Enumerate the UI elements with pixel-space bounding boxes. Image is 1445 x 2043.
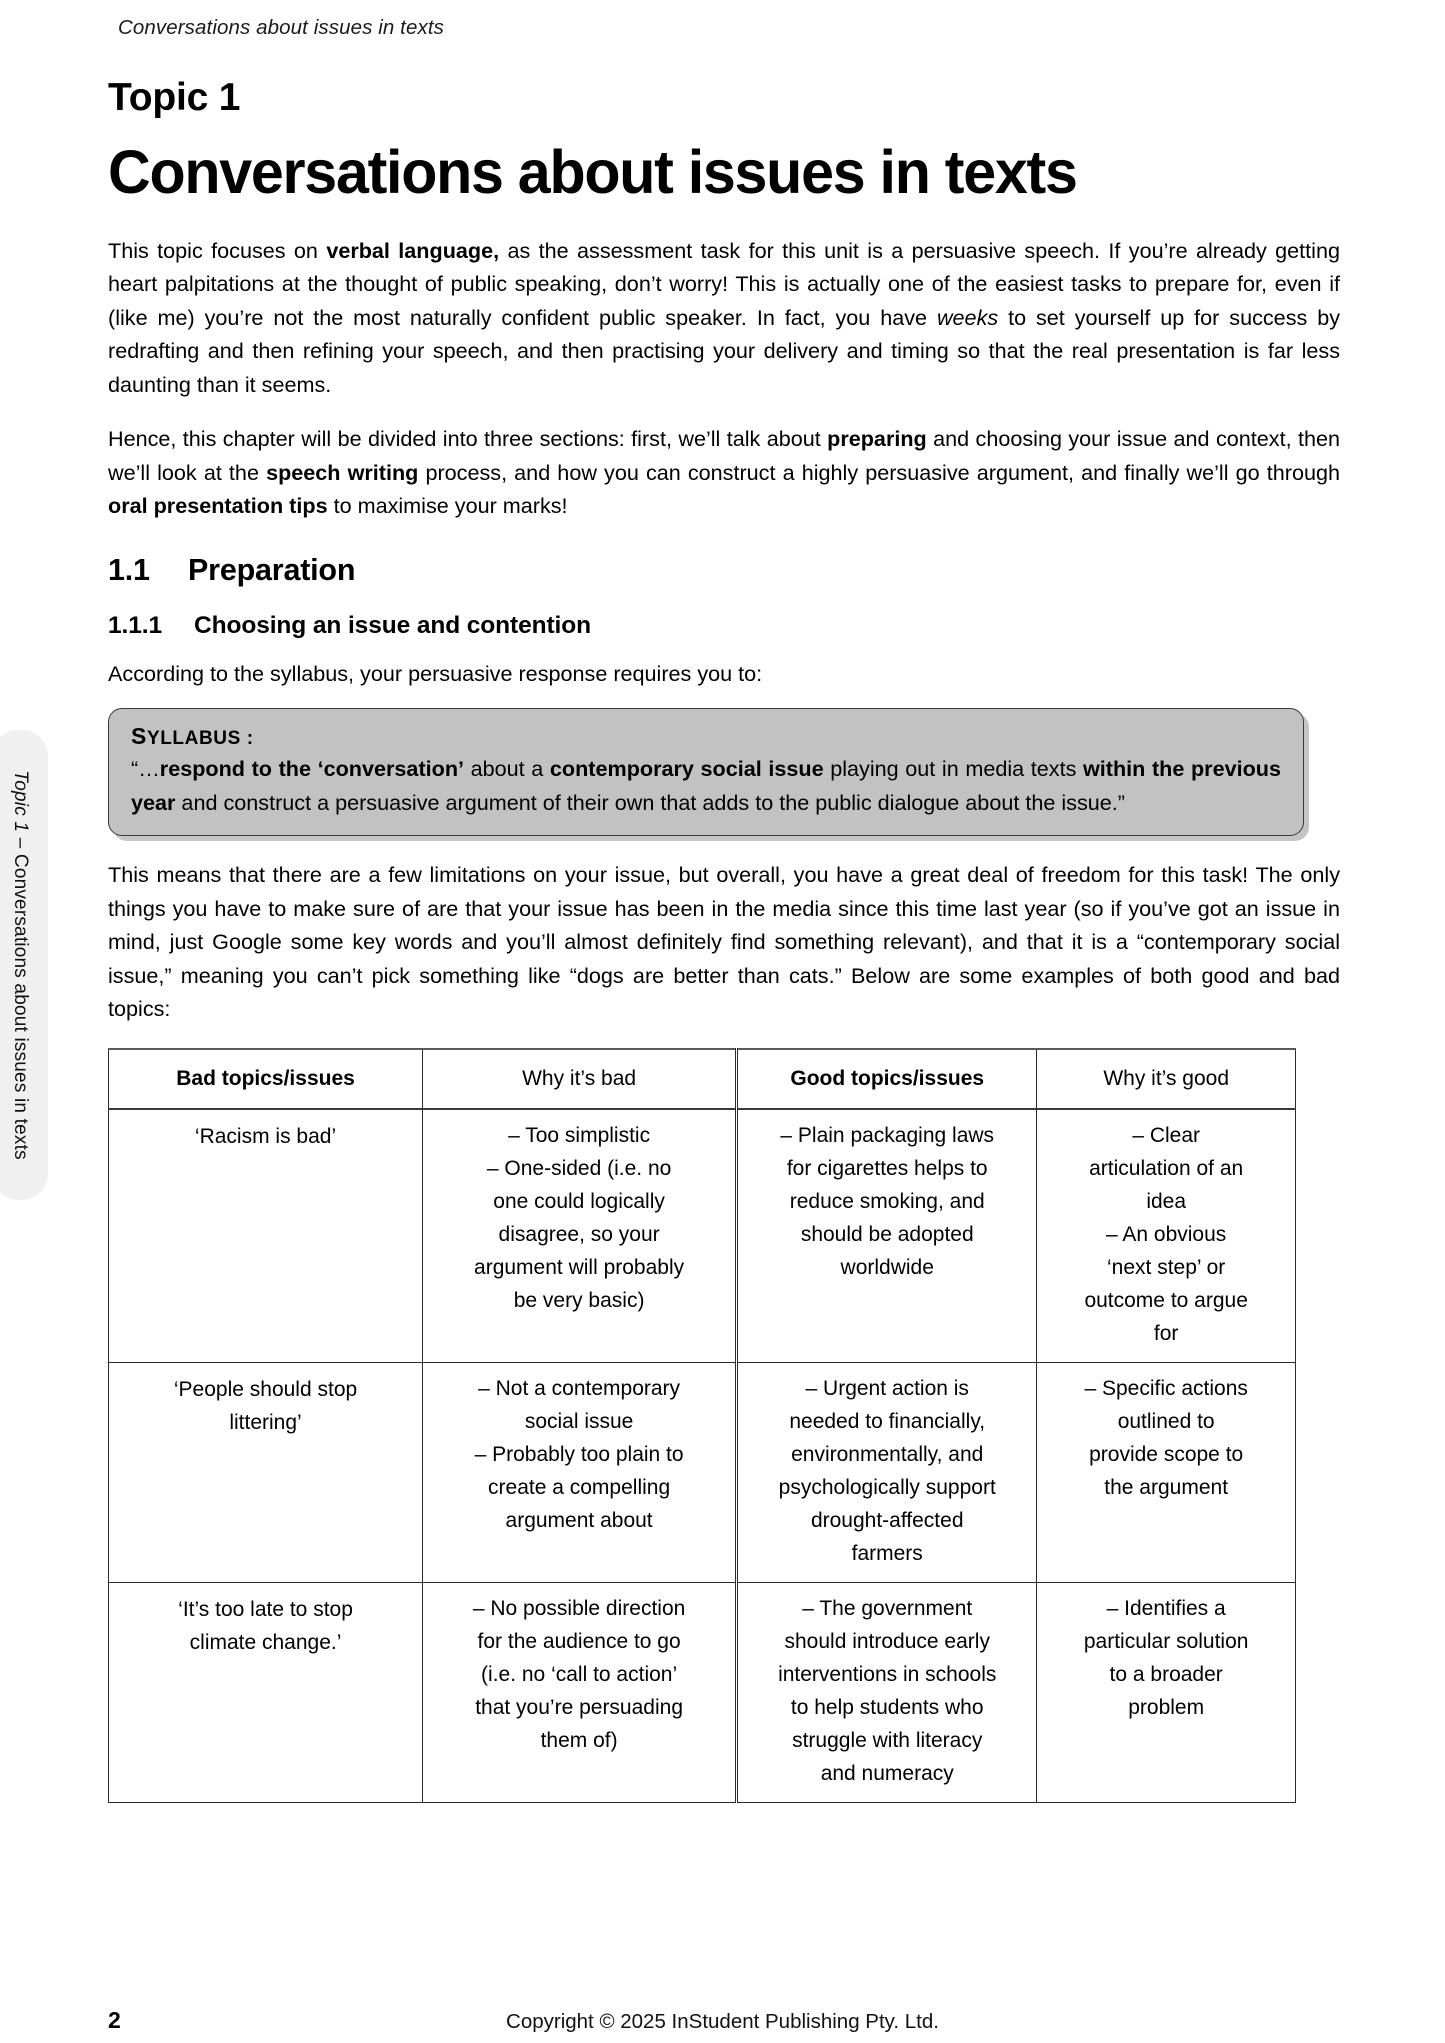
intro-p1-part-e: to set yourself up for success by redrafting and then refining your speech, and then practising your delivery and timing so that the real presentation is far less daunting than it seems. <box>108 304 1341 397</box>
intro-p2-bold-speech-writing: speech writing <box>266 459 419 485</box>
syllabus-quote-part-e: playing out in media texts <box>823 756 1083 782</box>
table-header-good-topics: Good topics/issues <box>737 1049 1037 1109</box>
intro-paragraph-1 <box>108 204 1340 402</box>
section-heading-1-1 <box>108 523 1340 588</box>
page-number: 2 <box>108 2007 121 2033</box>
cell-why-bad: – No possible direction for the audience to go (i.e. no ‘call to action’ that you’re persuading them of) <box>423 1582 737 1802</box>
topic-side-tab <box>0 730 48 1200</box>
subsection-number-1-1-1: 1.1.1 <box>108 611 162 639</box>
intro-p2-part-c: and choosing your issue and context, then we’ll look at the <box>108 426 1340 485</box>
cell-why-good: – Clear articulation of an idea – An obvious ‘next step’ or outcome to argue for <box>1037 1109 1296 1363</box>
intro-p2-part-g: to maximise your marks! <box>327 493 568 519</box>
table-body <box>109 1109 1296 1803</box>
intro-p2-bold-oral-presentation-tips: oral presentation tips <box>108 493 328 519</box>
copyright-notice: Copyright © 2025 InStudent Publishing Pty. Ltd. <box>506 2010 939 2033</box>
syllabus-bold-respond: respond to the ‘conversation’ <box>159 756 465 782</box>
running-header: Conversations about issues in texts <box>118 16 444 39</box>
table-header-why-good: Why it’s good <box>1037 1049 1296 1109</box>
cell-good-topic: – Urgent action is needed to financially, environmentally, and psychologically support drought-affected farmers <box>737 1362 1037 1582</box>
syllabus-callout <box>108 708 1304 836</box>
subsection-title-choosing-issue: Choosing an issue and contention <box>194 611 591 639</box>
content-column <box>108 0 1340 1803</box>
syllabus-quote-part-c: about a <box>464 756 550 782</box>
table-row <box>109 1582 1296 1802</box>
syllabus-bold-within-previous-year: within the previous year <box>131 756 1281 815</box>
side-tab-title: Conversations about issues in texts <box>10 853 31 1160</box>
table-header-why-bad: Why it’s bad <box>423 1049 737 1109</box>
cell-good-topic: – The government should introduce early interventions in schools to help students who struggle with literacy and numeracy <box>737 1582 1037 1802</box>
table-header-bad-topics: Bad topics/issues <box>109 1049 423 1109</box>
cell-why-good: – Identifies a particular solution to a broader problem <box>1037 1582 1296 1802</box>
topic-kicker: Topic 1 <box>108 76 241 119</box>
table-row <box>109 1362 1296 1582</box>
topics-comparison-table <box>108 1048 1296 1803</box>
intro-p2-part-e: process, and how you can construct a highly persuasive argument, and finally we’ll go through <box>418 459 1340 485</box>
cell-bad-topic: ‘It’s too late to stop climate change.’ <box>109 1582 423 1802</box>
page-title: Conversations about issues in texts <box>108 137 1077 206</box>
intro-p2-bold-preparing: preparing <box>827 426 927 452</box>
cell-why-bad: – Too simplistic – One-sided (i.e. no one could logically disagree, so your argument will probably be very basic) <box>423 1109 737 1363</box>
table-head <box>109 1049 1296 1109</box>
post-callout-paragraph: This means that there are a few limitations on your issue, but overall, you have a great deal of freedom for this task! The only things you have to make sure of are that your issue has been in the media since this time last year (so if you’ve got an issue in mind, just Google some key words and you’ll almost definitely find something relevant), and that it is a “contemporary social issue,” meaning you can’t pick something like “dogs are better than cats.” Below are some examples of both good and bad topics: <box>108 862 1340 1022</box>
syllabus-label-rest: YLLABUS : <box>146 728 254 750</box>
subsection-heading-1-1-1 <box>108 588 1340 640</box>
section-number-1-1: 1.1 <box>108 552 150 587</box>
intro-p1-part-c: as the assessment task for this unit is a persuasive speech. If you’re already getting heart palpitations at the thought of public speaking, don’t worry! This is actually one of the easiest tasks to prepare for, even if (like me) you’re not the most naturally confident public speaker. In fact, you have <box>108 237 1340 330</box>
syllabus-label <box>131 723 1281 750</box>
side-tab-prefix: Topic 1 <box>10 770 31 833</box>
table-header-row <box>109 1049 1296 1109</box>
cell-bad-topic: ‘People should stop littering’ <box>109 1362 423 1582</box>
syllabus-quote-part-a: “… <box>131 756 160 782</box>
syllabus-label-initial: S <box>131 723 147 750</box>
syllabus-lead-in: According to the syllabus, your persuasive response requires you to: <box>108 660 763 686</box>
syllabus-quote <box>131 752 1281 819</box>
intro-p1-italic-weeks: weeks <box>936 304 999 330</box>
section-title-preparation: Preparation <box>188 552 356 587</box>
intro-p2-part-a: Hence, this chapter will be divided into three sections: first, we’ll talk about <box>108 426 828 452</box>
cell-why-good: – Specific actions outlined to provide scope to the argument <box>1037 1362 1296 1582</box>
cell-why-bad: – Not a contemporary social issue – Probably too plain to create a compelling argument about <box>423 1362 737 1582</box>
syllabus-callout-wrapper <box>108 708 1340 836</box>
intro-paragraph-2 <box>108 401 1340 523</box>
side-tab-separator: – <box>10 832 31 854</box>
table-row <box>109 1109 1296 1363</box>
syllabus-bold-contemporary-social-issue: contemporary social issue <box>549 756 824 782</box>
cell-good-topic: – Plain packaging laws for cigarettes helps to reduce smoking, and should be adopted worldwide <box>737 1109 1037 1363</box>
intro-p1-part-a: This topic focuses on <box>108 237 327 263</box>
syllabus-quote-part-g: and construct a persuasive argument of their own that adds to the public dialogue about the issue.” <box>175 789 1125 815</box>
intro-p1-bold-verbal-language: verbal language, <box>326 237 500 263</box>
side-tab-label <box>9 770 31 1160</box>
cell-bad-topic: ‘Racism is bad’ <box>109 1109 423 1363</box>
page-footer <box>0 2007 1445 2037</box>
